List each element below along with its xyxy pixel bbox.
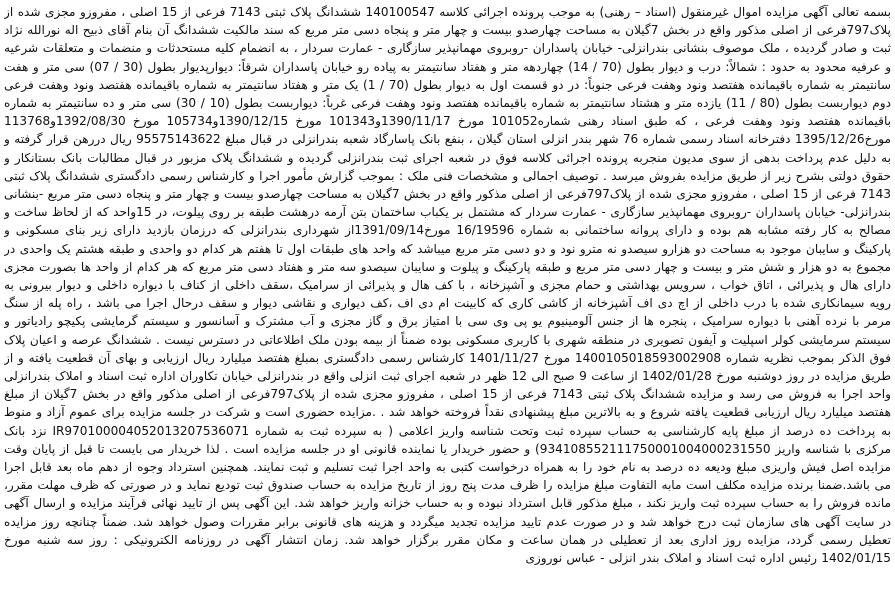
auction-notice (4, 3, 891, 608)
notice-body-text: بسمه تعالی آگهی مزایده اموال غیرمنقول (اسناد – رهنی) به موجب پرونده اجرائی کلاسه 140100547 ششدانگ پلاک ثبتی 7143 فرعی از 15 اصلی ، مفروزو مجزی شده از پلاک797فرعی از اصلی مذکور واقع در بخش 7گیلان به مساحت چهارصدو بیست و چهار متر و پنجاه دسی متر مربع که سند مالکیت ششدانگ آن بنام آقای ذبیح اله نورالله نژاد ثبت و صادر گردیده ، ملک موصوف بنشانی بندرانزلی- خیابان پاسداران -روبروی مهمانپذیر سازگاری - عمارت سردار ، به انضمام کلیه مستحدثات و منضمات و متعلقات شرعیه و عرفیه محدود به حدود : شمالاً: درب و دیوار بطول (70 / 14) چهاردهه متر و هفتاد سانتیمتر به پیاده رو خیابان پاسداران شرقاً: دیوارپدیوار بطول (30 / 07) سی متر و هفت سانتیمتر به شماره باقیمانده هفتصد ونود وهفت فرعی جنوباً: در دو قسمت اول به دیوار بطول (70 / 1) یک متر و هفتاد سانتیمتر به شماره باقیمانده هفتصد ونود وهفت فرعی دوم دیواربست بطول (80 / 11) یازده متر و هشتاد سانتیمتر به شماره باقیمانده هفتصد ونود وهفت فرعی غرباً: دیواربست بطول (10 / 30) سی متر و ده سانتیمتر به شماره باقیمانده هفتصد ونود وهفت فرعی ، که طبق اسناد رهنی شماره101052 مورخ 1390/11/17و101343 مورخ 1390/12/15و105734 مورخ 1392/08/30و113768 مورخ1395/12/26 دفترخانه اسناد رسمی شماره 76 شهر بندر انزلی استان گیلان ، بنفع بانک پاسارگاد شعبه بندرانزلی در قبال مبلغ 95575143622 ریال دررهن قرار گرفته و به دلیل عدم پرداخت بدهی از سوی مدیون منجربه پرونده اجرائی کلاسه فوق در شعبه اجرای ثبت بندرانزلی گردیده و ششدانگ پلاک مزبور در قبال مطالبات بانک بستانکار و حقوق دولتی بشرح زیر از طریق مزایده بفروش میرسد . توصیف اجمالی و مشخصات فنی ملک : بموجب گزارش مأمور اجرا و کارشناس رسمی دادگستری ششدانگ پلاک ثبتی 7143 فرعی از 15 اصلی ، مفروزو مجزی شده از پلاک797فرعی از اصلی مذکور واقع در بخش 7گیلان به مساحت چهارصدو بیست و چهار متر و پنجاه دسی متر مربع -بنشانی بندرانزلی- خیابان پاسداران -روبروی مهمانپذیر سازگاری - عمارت سردار که مشتمل بر یکباب ساختمان بتن آرمه درهشت طبقه بر روی پیلوت، در 15واحد که از لحاظ ساخت و مصالح به کار رفته مشابه هم بوده و دارای پروانه ساختمانی به شماره 16/19596 مورخ1391/09/14از شهرداری بندرانزلی که درزمان بازدید دارای زیر بنای مسکونی و پارکینگ و سایبان موجود به مساحت دو هزارو سیصدو نه مترو نود و دو دسی متر مربع میباشد که واحد های طبقات اول تا هفتم هر کدام دو واحدی و طبقه هشتم یک واحدی در مجموع به دو هزار و شش متر و بیست و چهار دسی متر مربع و طبقه پارکینگ و پیلوت و سایبان سیصدو سه متر و هفتاد دسی متر مربع که هر کدام از واحد ها بصورت مجزی دارای هال و پذیرائی ، اتاق خواب ، سرویس بهداشتی و حمام مجزی و آشپزخانه ، با کف هال و پذیرائی از سرامیک ،سقف داخلی از کناف با دیواره داخلی و دیوار بیرونی به رویه سیمانکاری شده با درب داخلی از اچ دی اف آشپزخانه از کاشی کاری که کابینت ام دی اف ،کف دیواری و نقاشی دیوار و سقف درحال اجرا می باشد ، راه پله از سنگ مرمر با نرده آهنی با دیواره سرامیک ، پنجره ها از جنس آلومینیوم یو پی وی سی با امتیاز برق و گاز مجزی و آب مشترک و آسانسور و سیستم گرمایشی پکیچو رادیاتور و سیستم سرمایشی کولر اسپلیت و آیفون تصویری در منطقه شهری با کاربری مسکونی بوده ضمناً از بیمه بودن ملک اطلاعاتی در دسترس نیست . ششدانگ عرصه و اعیان پلاک فوق الذکر بموجب نظریه شماره 1400105018593002908 مورخ 1401/11/27 کارشناس رسمی دادگستری بمبلغ هفتصد میلیارد ریال ارزیابی و بهای آن قطعیت یافته و از طریق مزایده در روز دوشنبه مورخ 1402/01/28 از ساعت 9 صبح الی 12 ظهر در شعبه اجرای ثبت انزلی واقع در بندرانزلی خیابان تکاوران اداره ثبت اسناد و املاک بندرانزلی واحد اجرا به فروش می رسد و مزایده ششدانگ پلاک ثبتی 7143 فرعی از 15 اصلی ، مفروزو مجزی شده از پلاک797فرعی از اصلی مذکور واقع در بخش 7گیلان از مبلغ هفتصد میلیارد ریال ارزیابی قطعیت یافته شروع و به بالاترین مبلغ پیشنهادی نقداً فروخته خواهد شد . .مزایده حضوری است و شرکت در جلسه مزایده برای عموم آزاد و منوط به پرداخت ده درصد از مبلغ پایه کارشناسی به حساب سپرده ثبت وتحت شناسه واریز اعلامی ( به سپرده ثبت به شماره IR970100004052013207536071 نزد بانک مرکزی با شناسه واریز 934108552111750001004000231550) و حضور خریدار یا نماینده قانونی او در جلسه مزایده است . لذا خریدار می بایست تا قبل از پایان وقت مزایده اصل فیش واریزی مبلغ ودیعه ده درصد به نام خود را به همراه درخواست کتبی به واحد اجرا ثبت تسلیم و ثبت نمایند. همچنین استرداد وجوه از دهم ماه بعد قابل اجرا می باشد.ضمنا برنده مزایده مکلف است مابه التفاوت مبلغ مزایده را ظرف مدت پنج روز از تاریخ مزایده به حساب صندوق ثبت تودیع نماید و در صورتی که ظرف مهلت مقرر، مانده فروش را به حساب سپرده ثبت واریز نکند ، مبلغ مذکور قابل استرداد نبوده و به حساب خزانه واریز خواهد شد. این آگهی پس از تایید نهائی فرآیند مزایده و ارسال آگهی در سایت آگهی های سازمان ثبت درج خواهد شد و در صورت عدم تایید مزایده تجدید میگردد و هزینه های قانونی برابر مقررات وصول خواهد شد. ضمناً چنانچه روز مزایده تعطیل رسمی گردد، مزایده روز اداری بعد از تعطیلی در همان ساعت و مکان مقرر برگزار خواهد شد. زمان انتشار آگهی در روزنامه الکترونیکی : روز سه شنبه مورخ 1402/01/15 رئیس اداره ثبت اسناد و املاک بندر انزلی - عباس نوروزی (4, 5, 891, 566)
